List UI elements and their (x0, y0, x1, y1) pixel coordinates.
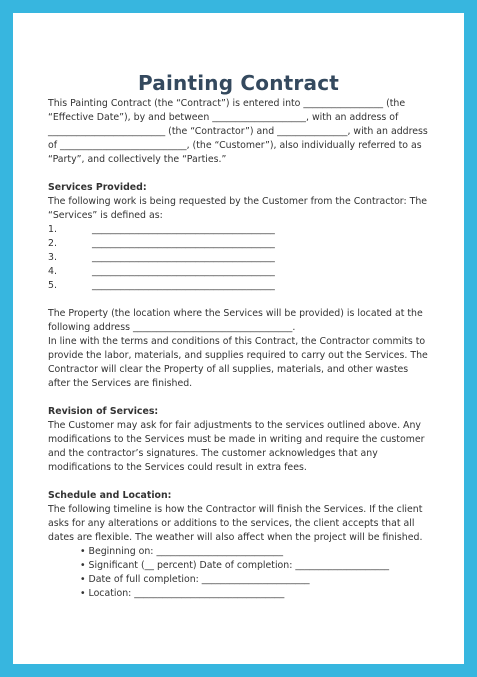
service-item (48, 251, 433, 265)
service-item-number: 3. (48, 252, 57, 263)
schedule-item-beginning: • Beginning on: ___________________________ (80, 546, 284, 557)
schedule-item-location: • Location: ________________________________ (80, 588, 285, 599)
service-item-blank: _______________________________________ (92, 238, 275, 249)
contractor-commitment-paragraph: In line with the terms and conditions of this Contract, the Contractor commits to provide the labor, materials, and supplies required to carry out the Services. The Contractor will clear the Property of all supplies, materials, and other wastes after the Services are finished. (48, 336, 428, 389)
revision-heading: Revision of Services: (48, 406, 159, 417)
service-item-blank: _______________________________________ (92, 252, 275, 263)
services-heading: Services Provided: (48, 182, 147, 193)
contract-sheet (13, 13, 464, 664)
service-item-number: 2. (48, 238, 57, 249)
services-lead: The following work is being requested by the Customer from the Contractor: The “Services” is defined as: (48, 196, 428, 221)
document-title: Painting Contract (137, 71, 340, 95)
document-body (48, 97, 433, 601)
service-item-number: 4. (48, 266, 57, 277)
service-item-blank: _______________________________________ (92, 280, 275, 291)
service-item-number: 5. (48, 280, 57, 291)
service-item-number: 1. (48, 224, 57, 235)
property-paragraph: The Property (the location where the Services will be provided) is located at the following address __________________________________. (48, 308, 423, 333)
service-item (48, 223, 433, 237)
schedule-item-significant-completion: • Significant (__ percent) Date of completion: ____________________ (80, 560, 390, 571)
service-item-blank: _______________________________________ (92, 224, 275, 235)
revision-paragraph: The Customer may ask for fair adjustments to the services outlined above. Any modifications to the Services must be made in writing and require the customer and the contractor’s signatures. The customer acknowledges that any modifications to the Services could result in extra fees. (48, 420, 425, 473)
service-item (48, 265, 433, 279)
schedule-list (48, 545, 433, 601)
service-item (48, 237, 433, 251)
schedule-paragraph: The following timeline is how the Contractor will finish the Services. If the client asks for any alterations or additions to the services, the client accepts that all dates are flexible. The weather will also affect when the project will be finished. (48, 504, 423, 543)
service-item (48, 279, 433, 293)
schedule-item-full-completion: • Date of full completion: _______________________ (80, 574, 310, 585)
schedule-heading: Schedule and Location: (48, 490, 172, 501)
intro-paragraph: This Painting Contract (the “Contract”) is entered into _________________ (the “Effective Date”), by and between ____________________, with an address of _________________________ (the “Contractor”) and _______________, with an address of ___________________________, (the “Customer”), also individually referred to as “Party”, and collectively the “Parties.” (48, 98, 428, 165)
service-item-blank: _______________________________________ (92, 266, 275, 277)
